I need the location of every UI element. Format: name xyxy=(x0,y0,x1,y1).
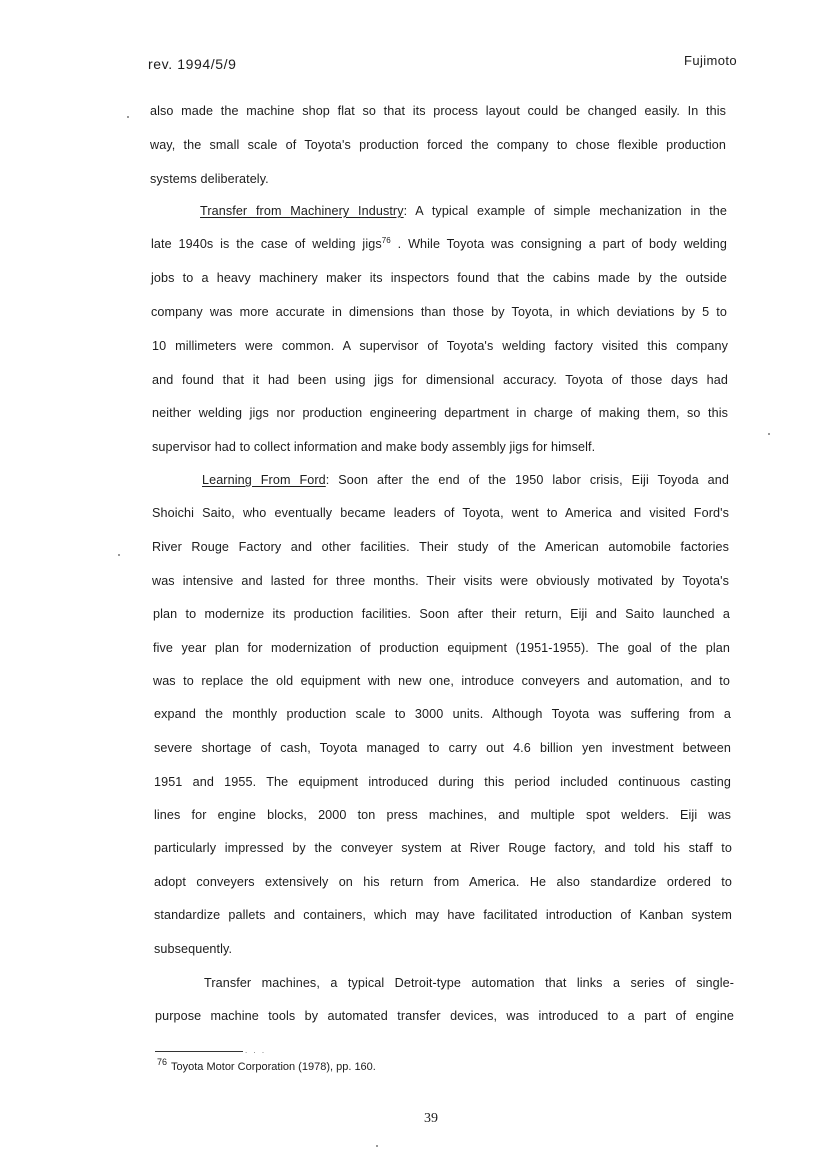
body-line: Learning From Ford: Soon after the end of the 1950 labor crisis, Eiji Toyoda and xyxy=(202,473,729,487)
body-line: 1951 and 1955. The equipment introduced during this period included continuous casting xyxy=(154,775,731,789)
body-line: adopt conveyers extensively on his return from America. He also standardize ordered to xyxy=(154,875,732,889)
body-line: Transfer from Machinery Industry: A typical example of simple mechanization in the xyxy=(200,204,727,218)
body-line: neither welding jigs nor production engineering department in charge of making them, so this xyxy=(152,406,728,420)
body-line: particularly impressed by the conveyer system at River Rouge factory, and told his staff to xyxy=(154,841,732,855)
body-line: River Rouge Factory and other facilities. Their study of the American automobile factories xyxy=(152,540,729,554)
section-heading: Transfer from Machinery Industry xyxy=(200,204,404,218)
footnote-text: Toyota Motor Corporation (1978), pp. 160. xyxy=(171,1061,376,1073)
page-number: 39 xyxy=(424,1111,438,1126)
scan-artifact: . . . xyxy=(245,1046,267,1055)
scan-speck xyxy=(376,1145,378,1147)
footnote-mark: 76 xyxy=(157,1057,168,1068)
scan-speck xyxy=(118,554,120,556)
scan-speck xyxy=(768,433,770,435)
body-line: jobs to a heavy machinery maker its inspectors found that the cabins made by the outside xyxy=(151,271,727,285)
footnote-separator xyxy=(155,1051,243,1052)
body-line: severe shortage of cash, Toyota managed to carry out 4.6 billion yen investment between xyxy=(154,741,731,755)
scan-speck xyxy=(127,116,129,118)
body-line: was to replace the old equipment with new one, introduce conveyers and automation, and to xyxy=(153,674,730,688)
body-line: supervisor had to collect information and make body assembly jigs for himself. xyxy=(152,440,596,454)
body-line: purpose machine tools by automated transfer devices, was introduced to a part of engine xyxy=(155,1009,734,1023)
body-line: plan to modernize its production facilities. Soon after their return, Eiji and Saito launched a xyxy=(153,607,730,621)
body-line: company was more accurate in dimensions than those by Toyota, in which deviations by 5 to xyxy=(151,305,727,319)
body-line: Shoichi Saito, who eventually became leaders of Toyota, went to America and visited Ford's xyxy=(152,506,729,520)
body-line: subsequently. xyxy=(154,942,233,956)
body-line: was intensive and lasted for three months. Their visits were obviously motivated by Toyota's xyxy=(152,574,729,588)
section-heading: Learning From Ford xyxy=(202,473,326,487)
body-line: Transfer machines, a typical Detroit-type automation that links a series of single- xyxy=(204,976,734,990)
body-line: way, the small scale of Toyota's production forced the company to chose flexible production xyxy=(150,138,726,152)
footnote-reference: 76 xyxy=(381,235,391,245)
body-line: lines for engine blocks, 2000 ton press machines, and multiple spot welders. Eiji was xyxy=(154,808,731,822)
body-line: systems deliberately. xyxy=(150,172,269,186)
body-line: 10 millimeters were common. A supervisor of Toyota's welding factory visited this company xyxy=(152,339,728,353)
author-name: Fujimoto xyxy=(684,53,738,68)
revision-date: rev. 1994/5/9 xyxy=(148,56,237,72)
footnote xyxy=(157,1057,376,1073)
body-line: standardize pallets and containers, which may have facilitated introduction of Kanban system xyxy=(154,908,732,922)
body-line: also made the machine shop flat so that its process layout could be changed easily. In this xyxy=(150,104,726,118)
body-line: late 1940s is the case of welding jigs$^{76}$ . While Toyota was consigning a part of body welding xyxy=(151,235,727,251)
body-line: five year plan for modernization of production equipment (1951-1955). The goal of the plan xyxy=(153,641,730,655)
body-line: expand the monthly production scale to 3000 units. Although Toyota was suffering from a xyxy=(154,707,731,721)
body-line: and found that it had been using jigs for dimensional accuracy. Toyota of those days had xyxy=(152,373,728,387)
